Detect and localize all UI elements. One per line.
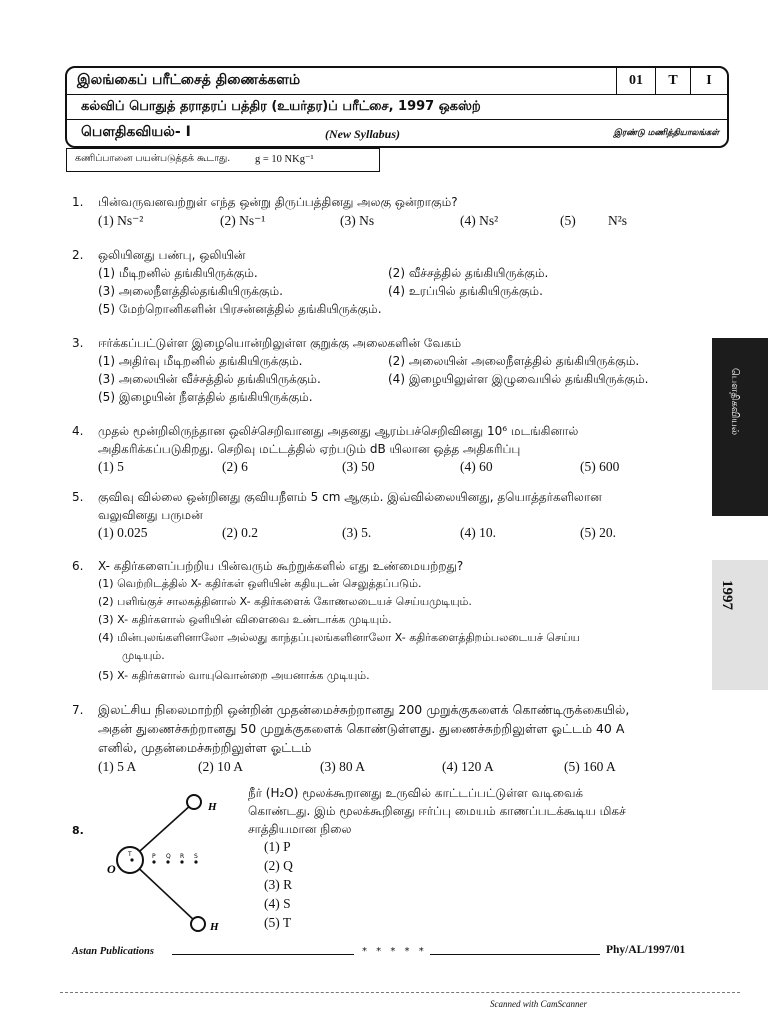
option-5-value: N²s (608, 213, 628, 228)
option-4: (4) இழையிலுள்ள இழுவையில் தங்கியிருக்கும். (388, 372, 649, 386)
hydrogen-atom-upper (187, 795, 201, 809)
option-3: (3) 5. (342, 525, 372, 540)
option-3: (3) 50 (342, 459, 375, 474)
option-2: (2) Ns⁻¹ (220, 213, 266, 228)
hydrogen-atom-lower (191, 917, 205, 931)
point-q-dot (166, 860, 169, 863)
question-line-1: இலட்சிய நிலைமாற்றி ஒன்றின் முதன்மைச்சுற்றானது 200 முறுக்குகளைக் கொண்டிருக்கையில், (98, 702, 630, 717)
option-3: (3) X- கதிர்களால் ஒளியின் விளைவை உண்டாக்க முடியும். (98, 613, 392, 626)
option-5: (5) இழையின் நீளத்தில் தங்கியிருக்கும். (98, 390, 313, 404)
option-5: (5) 20. (580, 525, 616, 540)
option-2: (2) அலையின் அலைநீளத்தில் தங்கியிருக்கும். (388, 354, 640, 368)
question-line-3: சாத்தியமான நிலை (248, 822, 352, 836)
option-2: (2) 10 A (198, 759, 243, 774)
option-3: (3) Ns (340, 213, 375, 228)
footer-stars: * * * * * (362, 946, 427, 957)
option-2: (2) பளிங்குச் சாலகத்தினால் X- கதிர்களைக் கோணலடையச் செய்யமுடியும். (98, 595, 472, 608)
subject-title: பௌதிகவியல்- I (81, 124, 191, 140)
option-1: (1) அதிர்வு மீடிறனில் தங்கியிருக்கும். (98, 354, 303, 368)
paper-code-number: 01 (616, 68, 655, 94)
header-row-subject (67, 120, 727, 146)
scanner-watermark: Scanned with CamScanner (490, 999, 587, 1009)
question-number: 2. (72, 248, 84, 262)
option-5: (5) (560, 213, 576, 228)
option-1: (1) 5 A (98, 759, 137, 774)
hydrogen-label-lower: H (210, 921, 219, 933)
department-title: இலங்கைப் பரீட்சைத் திணைக்களம் (77, 72, 301, 88)
question-number: 3. (72, 336, 84, 350)
point-p-dot (152, 860, 155, 863)
option-4: (4) உரப்பில் தங்கியிருக்கும். (388, 284, 543, 298)
option-3: (3) அலைநீளத்தில்தங்கியிருக்கும். (98, 284, 283, 298)
option-5: (5) X- கதிர்களால் வாயுவொன்றை அயனாக்க முடியும். (98, 669, 370, 682)
option-5: (5) T (264, 915, 292, 930)
option-4: (4) Ns² (460, 213, 499, 228)
option-3: (3) 80 A (320, 759, 365, 774)
option-5: (5) 600 (580, 459, 620, 474)
point-t-dot (130, 858, 133, 861)
option-1: (1) Ns⁻² (98, 213, 144, 228)
paper-code-letter: T (655, 68, 690, 94)
instruction-box (66, 148, 380, 172)
point-r-dot (180, 860, 183, 863)
question-line-1: முதல் மூன்றிலிருந்தான ஒலிச்செறிவானது அதனது ஆரம்பச்செறிவினது 10⁶ மடங்கினால் (98, 424, 579, 438)
question-line-1: நீர் (H₂O) மூலக்கூறானது உருவில் காட்டப்பட்டுள்ள வடிவைக் (248, 786, 584, 800)
question-text: பின்வருவனவற்றுள் எந்த ஒன்று திருப்பத்தினது அலகு ஒன்றாகும்? (98, 195, 458, 209)
publisher-label: Astan Publications (72, 946, 154, 957)
option-4: (4) 10. (460, 525, 496, 540)
question-line-3: எனில், முதன்மைச்சுற்றிலுள்ள ஓட்டம் (98, 740, 312, 755)
option-3: (3) அலையின் வீச்சத்தில் தங்கியிருக்கும். (98, 372, 321, 386)
point-t-label: T (128, 851, 132, 858)
question-text: ஒலியினது பண்பு, ஒலியின் (98, 248, 246, 262)
gravity-note: g = 10 NKg⁻¹ (255, 154, 314, 165)
hydrogen-label-upper: H (208, 801, 217, 813)
syllabus-label: (New Syllabus) (325, 127, 400, 141)
question-number: 1. (72, 195, 84, 209)
point-s-dot (194, 860, 197, 863)
footer-divider-left (172, 954, 354, 955)
oxygen-label: O (107, 862, 116, 876)
option-3: (3) R (264, 877, 293, 892)
point-r-label: R (180, 853, 185, 860)
option-5: (5) 160 A (564, 759, 616, 774)
header-row-department (67, 68, 727, 95)
side-year-label: 1997 (719, 580, 735, 610)
option-5: (5) மேற்றொனிகளின் பிரசன்னத்தில் தங்கியிருக்கும். (98, 302, 382, 316)
water-molecule-diagram (100, 790, 240, 940)
question-line-1: குவிவு வில்லை ஒன்றினது குவியநீளம் 5 cm ஆகும். இவ்வில்லையினது, தயொத்தர்களிலான (98, 490, 602, 504)
exam-header (65, 66, 729, 148)
question-text: ஈர்க்கப்பட்டுள்ள இழையொன்றிலுள்ள குறுக்கு அலைகளின் வேகம் (98, 336, 462, 350)
option-1: (1) 0.025 (98, 525, 148, 540)
option-2: (2) வீச்சத்தில் தங்கியிருக்கும். (388, 266, 549, 280)
option-4: (4) மின்புலங்களினாலோ அல்லது காந்தப்புலங்களினாலோ X- கதிர்களைத்திறம்பலடையச் செய்ய (98, 631, 580, 644)
question-number: 4. (72, 424, 84, 438)
exam-title: கல்விப் பொதுத் தராதரப் பத்திர (உயர்தர)ப் பரீட்சை, 1997 ஒகஸ்ற் (81, 99, 481, 114)
option-4: (4) S (264, 896, 291, 911)
option-2: (2) Q (264, 858, 293, 873)
calculator-note: கணிப்பானை பயன்படுத்தக் கூடாது. (75, 153, 231, 164)
question-number: 8. (72, 824, 84, 837)
side-tab-label: பௌதிகவியல் (729, 368, 740, 436)
option-1: (1) வெற்றிடத்தில் X- கதிர்கள் ஒளியின் கதியுடன் செலுத்தப்படும். (98, 577, 422, 590)
paper-code-boxes (616, 68, 727, 94)
paper-code-part: I (690, 68, 727, 94)
option-1: (1) மீடிறனில் தங்கியிருக்கும். (98, 266, 258, 280)
option-1: (1) P (264, 839, 291, 854)
option-4-continued: முடியும். (122, 649, 165, 662)
point-q-label: Q (166, 853, 171, 860)
paper-code-footer: Phy/AL/1997/01 (606, 944, 686, 956)
option-1: (1) 5 (98, 459, 124, 474)
option-4: (4) 60 (460, 459, 493, 474)
option-2: (2) 6 (222, 459, 248, 474)
question-line-2: கொண்டது. இம் மூலக்கூறினது ஈர்ப்பு மையம் காணப்படக்கூடிய மிகச் (248, 804, 626, 818)
option-4: (4) 120 A (442, 759, 494, 774)
question-number: 7. (72, 703, 84, 717)
header-row-exam (67, 95, 727, 120)
question-line-2: வலுவினது பருமன் (98, 508, 203, 522)
question-line-2: அதிகரிக்கப்படுகிறது. செறிவு மட்டத்தில் ஏற்படும் dB யிலான ஒத்த அதிகரிப்பு (98, 442, 521, 456)
question-number: 6. (72, 559, 84, 573)
question-line-2: அதன் துணைச்சுற்றானது 50 முறுக்குகளைக் கொண்டுள்ளது. துணைச்சுற்றிலுள்ள ஓட்டம் 40 A (98, 721, 625, 736)
footer-divider-right (430, 954, 600, 955)
point-p-label: P (152, 853, 156, 860)
option-2: (2) 0.2 (222, 525, 258, 540)
subject-side-tab (712, 338, 768, 516)
scan-edge-line (60, 992, 740, 993)
question-number: 5. (72, 490, 84, 504)
question-text: X- கதிர்களைப்பற்றிய பின்வரும் கூற்றுக்களில் எது உண்மையற்றது? (98, 559, 464, 573)
point-s-label: S (194, 853, 198, 860)
duration-label: இரண்டு மணித்தியாலங்கள் (613, 128, 719, 138)
